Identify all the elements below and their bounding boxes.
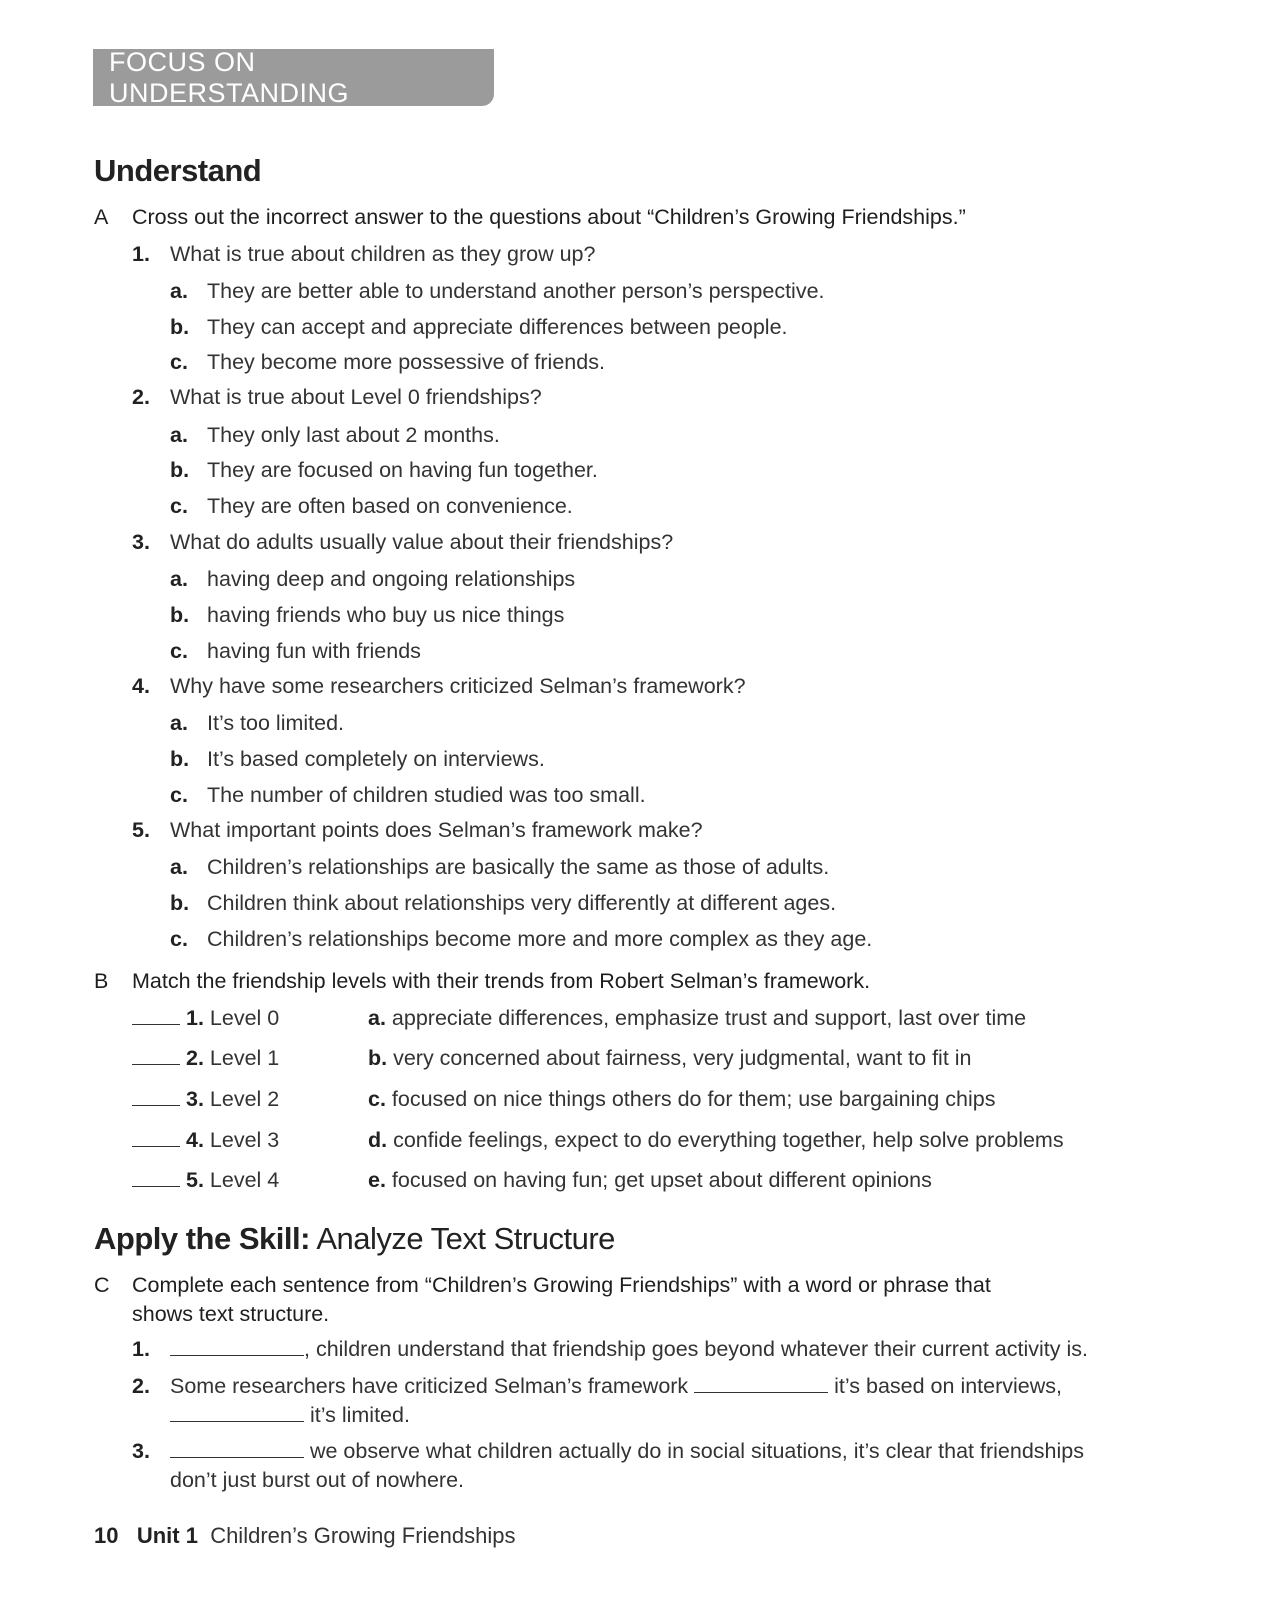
answer-blank[interactable]	[170, 1401, 304, 1422]
question-1-option-c[interactable]: c. They become more possessive of friends.	[170, 350, 605, 374]
question-5-option-b[interactable]: b. Children think about relationships very differently at different ages.	[170, 891, 837, 915]
answer-blank[interactable]	[132, 1186, 180, 1187]
question-2-option-a[interactable]: a. They only last about 2 months.	[170, 423, 500, 447]
question-2: 2. What is true about Level 0 friendships?	[132, 385, 542, 409]
unit-title: Children’s Growing Friendships	[210, 1523, 516, 1548]
section-b-letter: B	[94, 969, 109, 993]
question-4-option-a[interactable]: a. It’s too limited.	[170, 711, 345, 735]
page-footer	[94, 1523, 515, 1549]
page-number: 10	[94, 1523, 119, 1548]
match-row-2: 2. Level 1 b. very concerned about fairness, very judgmental, want to fit in	[132, 1044, 1132, 1072]
section-a-letter: A	[94, 205, 109, 229]
understand-heading: Understand	[94, 153, 262, 188]
answer-blank[interactable]	[132, 1105, 180, 1106]
question-3: 3. What do adults usually value about their friendships?	[132, 530, 674, 554]
answer-blank[interactable]	[170, 1335, 304, 1356]
answer-blank[interactable]	[132, 1024, 180, 1025]
question-3-option-c[interactable]: c. having fun with friends	[170, 639, 421, 663]
question-1: 1. What is true about children as they grow up?	[132, 242, 596, 266]
fill-item-3: 3. we observe what children actually do in social situations, it’s clear that friendships don’t just burst out of nowhere.	[132, 1439, 1084, 1492]
section-c-letter: C	[94, 1273, 110, 1297]
question-3-option-a[interactable]: a. having deep and ongoing relationships	[170, 567, 576, 591]
question-2-option-c[interactable]: c. They are often based on convenience.	[170, 494, 573, 518]
section-a-text: Cross out the incorrect answer to the questions about “Children’s Growing Friendships.”	[132, 205, 966, 229]
section-c-text-line2: shows text structure.	[132, 1302, 330, 1326]
answer-blank[interactable]	[132, 1064, 180, 1065]
match-row-3: 3. Level 2 c. focused on nice things others do for them; use bargaining chips	[132, 1085, 1132, 1113]
match-row-4: 4. Level 3 d. confide feelings, expect to do everything together, help solve problems	[132, 1126, 1132, 1154]
question-2-option-b[interactable]: b. They are focused on having fun together.	[170, 458, 598, 482]
question-4: 4. Why have some researchers criticized Selman’s framework?	[132, 674, 746, 698]
answer-blank[interactable]	[694, 1372, 828, 1393]
match-row-5: 5. Level 4 e. focused on having fun; get upset about different opinions	[132, 1166, 1132, 1194]
section-banner: FOCUS ON UNDERSTANDING	[93, 49, 494, 106]
question-4-option-c[interactable]: c. The number of children studied was too small.	[170, 783, 646, 807]
match-row-1: 1. Level 0 a. appreciate differences, emphasize trust and support, last over time	[132, 1004, 1132, 1032]
section-c-text-line1: Complete each sentence from “Children’s Growing Friendships” with a word or phrase that	[132, 1273, 991, 1297]
answer-blank[interactable]	[132, 1146, 180, 1147]
question-5: 5. What important points does Selman’s framework make?	[132, 818, 703, 842]
question-1-option-b[interactable]: b. They can accept and appreciate differences between people.	[170, 315, 788, 339]
question-5-option-a[interactable]: a. Children’s relationships are basically the same as those of adults.	[170, 855, 830, 879]
apply-skill-heading: Apply the Skill: Analyze Text Structure	[94, 1221, 615, 1256]
question-5-option-c[interactable]: c. Children’s relationships become more and more complex as they age.	[170, 927, 873, 951]
fill-item-2: 2. Some researchers have criticized Selman’s framework it’s based on interviews, it’s limited.	[132, 1374, 1063, 1427]
section-b-text: Match the friendship levels with their trends from Robert Selman’s framework.	[132, 969, 871, 993]
unit-label: Unit 1	[136, 1523, 198, 1548]
question-4-option-b[interactable]: b. It’s based completely on interviews.	[170, 747, 545, 771]
question-1-option-a[interactable]: a. They are better able to understand another person’s perspective.	[170, 279, 825, 303]
answer-blank[interactable]	[170, 1437, 304, 1458]
question-3-option-b[interactable]: b. having friends who buy us nice things	[170, 603, 565, 627]
